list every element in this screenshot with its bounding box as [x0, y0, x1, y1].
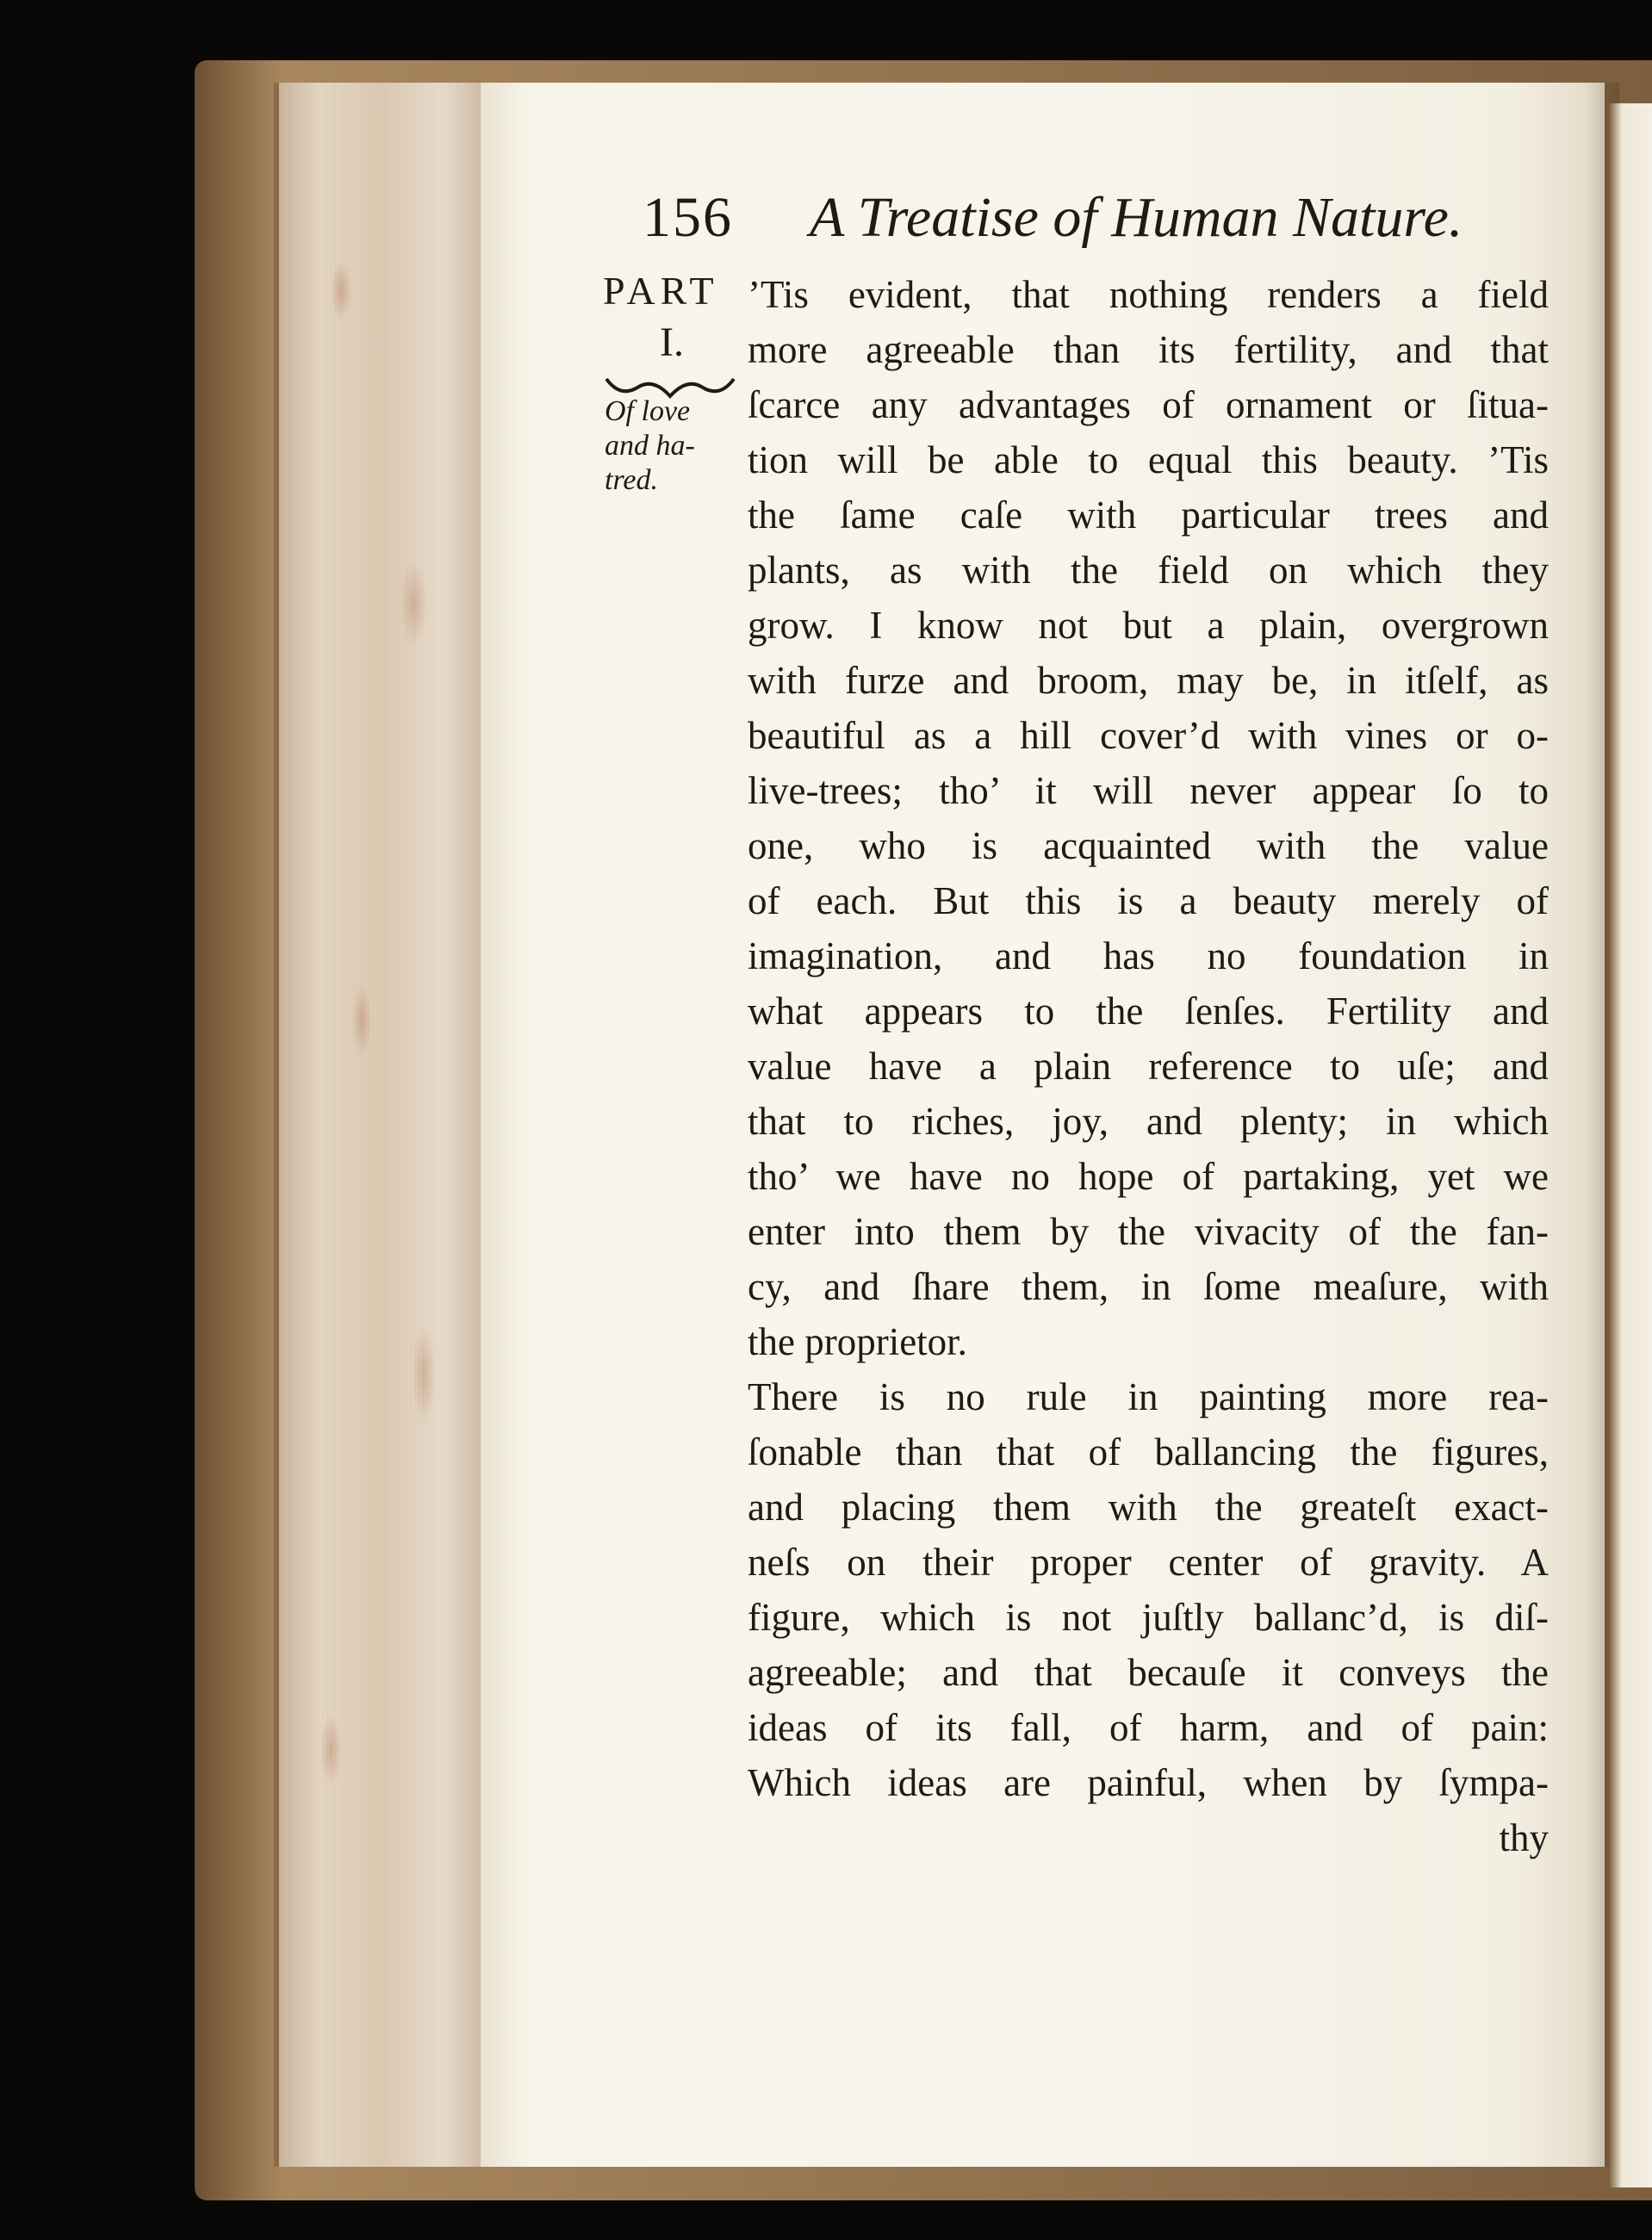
text-line: tion will be able to equal this beauty. ’Tis [748, 438, 1549, 481]
part-number: I. [660, 320, 684, 365]
text-line: agreeable; and that becauſe it conveys the [748, 1651, 1549, 1694]
text-line: of each. But this is a beauty merely of [748, 879, 1549, 922]
text-line: the proprietor. [748, 1320, 967, 1363]
side-note-line: and ha- [605, 430, 695, 462]
text-line: cy, and ſhare them, in ſome meaſure, with [748, 1265, 1549, 1308]
text-line: ſcarce any advantages of ornament or ſitua- [748, 383, 1549, 426]
text-line: imagination, and has no foundation in [748, 934, 1549, 977]
text-line: ideas of its fall, of harm, and of pain: [748, 1706, 1549, 1749]
text-line: what appears to the ſenſes. Fertility and [748, 990, 1549, 1033]
text-line: neſs on their proper center of gravity. A [748, 1541, 1549, 1584]
side-note-line: Of love [605, 395, 691, 427]
text-line: beautiful as a hill cover’d with vines or o- [748, 714, 1549, 757]
text-line: Which ideas are painful, when by ſympa- [748, 1761, 1549, 1804]
side-note-line: tred. [605, 464, 659, 496]
text-line: enter into them by the vivacity of the fan- [748, 1210, 1549, 1253]
text-line: with furze and broom, may be, in itſelf, as [748, 659, 1549, 702]
text-line: live-trees; tho’ it will never appear ſo to [748, 769, 1549, 812]
page-number: 156 [643, 186, 733, 249]
catchword: thy [1499, 1816, 1549, 1859]
text-line: grow. I know not but a plain, overgrown [748, 604, 1549, 647]
text-line: that to riches, joy, and plenty; in which [748, 1100, 1549, 1143]
text-line: one, who is acquainted with the value [748, 824, 1549, 867]
text-line: and placing them with the greateſt exact- [748, 1486, 1549, 1529]
text-line: value have a plain reference to uſe; and [748, 1045, 1549, 1088]
text-line: ſonable than that of ballancing the figures, [748, 1430, 1549, 1474]
facing-page [1609, 103, 1652, 2187]
page-edges [274, 83, 486, 2167]
text-line: tho’ we have no hope of partaking, yet we [748, 1155, 1549, 1198]
running-head [0, 179, 1652, 257]
part-label: PART [603, 269, 719, 313]
text-line: more agreeable than its fertility, and that [748, 328, 1549, 371]
running-title: A Treatise of Human Nature. [810, 186, 1463, 249]
text-line: figure, which is not juſtly ballanc’d, is diſ- [748, 1596, 1549, 1639]
text-line: ’Tis evident, that nothing renders a field [748, 273, 1549, 316]
text-line: There is no rule in painting more rea- [748, 1375, 1549, 1418]
text-line: plants, as with the field on which they [748, 549, 1549, 592]
text-line: the ſame caſe with particular trees and [748, 493, 1549, 537]
side-note [605, 394, 734, 498]
